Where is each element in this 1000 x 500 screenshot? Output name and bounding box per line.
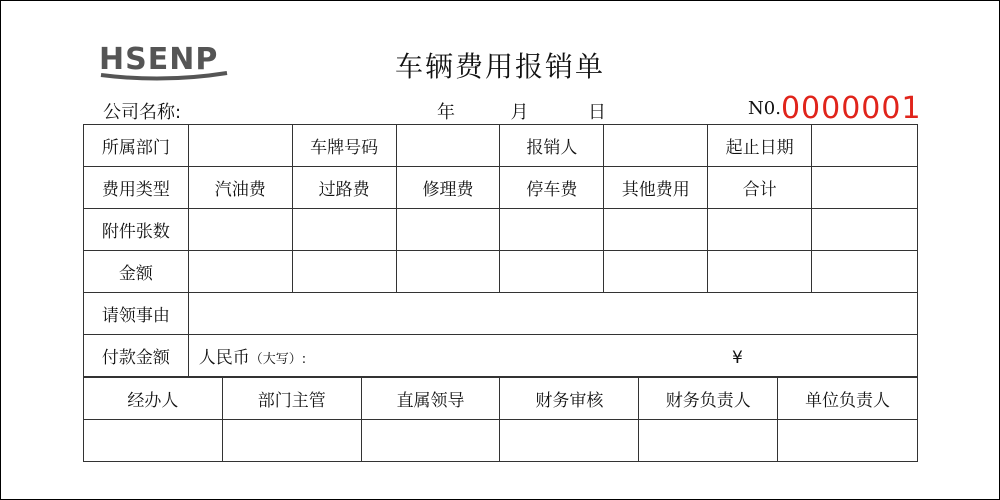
form-number: [748, 91, 922, 126]
plate-number-field[interactable]: [396, 125, 500, 167]
other-attachments-field[interactable]: [604, 209, 708, 251]
signature-table: [83, 377, 918, 462]
parking-amount-field[interactable]: [500, 251, 604, 293]
yen-symbol: ¥: [731, 348, 743, 368]
unit-head-label: 单位负责人: [778, 378, 918, 420]
payment-amount-field[interactable]: [188, 335, 917, 377]
fuel-attachments-field[interactable]: [188, 209, 292, 251]
svg-text:HSENP: HSENP: [99, 43, 219, 77]
expense-table: [83, 124, 918, 377]
form-number-value: 0000001: [780, 91, 922, 126]
finance-audit-label: 财务审核: [500, 378, 639, 420]
table-row: [84, 378, 918, 420]
date-range-label: 起止日期: [708, 125, 812, 167]
direct-leader-signature-field[interactable]: [361, 420, 500, 462]
table-row: [84, 167, 918, 209]
blank-cell[interactable]: [812, 251, 918, 293]
toll-cost-header: 过路费: [292, 167, 396, 209]
blank-cell: [812, 167, 918, 209]
finance-audit-signature-field[interactable]: [500, 420, 639, 462]
other-amount-field[interactable]: [604, 251, 708, 293]
total-header: 合计: [708, 167, 812, 209]
table-row: [84, 209, 918, 251]
toll-attachments-field[interactable]: [292, 209, 396, 251]
date-day-label: 日: [587, 102, 606, 123]
date-fields: [437, 98, 606, 124]
toll-amount-field[interactable]: [292, 251, 396, 293]
date-month-label: 月: [510, 102, 529, 123]
handler-label: 经办人: [84, 378, 223, 420]
parking-cost-header: 停车费: [500, 167, 604, 209]
table-row: [84, 420, 918, 462]
parking-attachments-field[interactable]: [500, 209, 604, 251]
claimant-label: 报销人: [500, 125, 604, 167]
date-range-field[interactable]: [812, 125, 918, 167]
reason-field[interactable]: [188, 293, 917, 335]
department-field[interactable]: [188, 125, 292, 167]
total-attachments-field[interactable]: [708, 209, 812, 251]
table-row: [84, 251, 918, 293]
table-row: [84, 335, 918, 377]
unit-head-signature-field[interactable]: [778, 420, 918, 462]
fuel-cost-header: 汽油费: [188, 167, 292, 209]
blank-cell[interactable]: [812, 209, 918, 251]
claimant-field[interactable]: [604, 125, 708, 167]
total-amount-field[interactable]: [708, 251, 812, 293]
capital-label: （大写）:: [249, 352, 307, 367]
table-row: [84, 293, 918, 335]
finance-head-signature-field[interactable]: [639, 420, 778, 462]
repair-cost-header: 修理费: [396, 167, 500, 209]
company-name-label: 公司名称:: [103, 102, 182, 123]
payment-amount-label: 付款金额: [84, 335, 189, 377]
form-title: 车辆费用报销单: [394, 50, 605, 83]
form-number-label: N0.: [748, 98, 781, 119]
direct-leader-label: 直属领导: [361, 378, 500, 420]
dept-head-signature-field[interactable]: [222, 420, 361, 462]
expense-type-label: 费用类型: [84, 167, 189, 209]
attachment-count-label: 附件张数: [84, 209, 189, 251]
amount-label: 金额: [84, 251, 189, 293]
department-label: 所属部门: [84, 125, 189, 167]
repair-amount-field[interactable]: [396, 251, 500, 293]
date-year-label: 年: [437, 102, 455, 123]
plate-number-label: 车牌号码: [292, 125, 396, 167]
fuel-amount-field[interactable]: [188, 251, 292, 293]
table-row: [84, 125, 918, 167]
repair-attachments-field[interactable]: [396, 209, 500, 251]
reason-label: 请领事由: [84, 293, 189, 335]
handler-signature-field[interactable]: [84, 420, 223, 462]
other-cost-header: 其他费用: [604, 167, 708, 209]
rmb-label: 人民币: [198, 348, 250, 368]
dept-head-label: 部门主管: [222, 378, 361, 420]
finance-head-label: 财务负责人: [639, 378, 778, 420]
